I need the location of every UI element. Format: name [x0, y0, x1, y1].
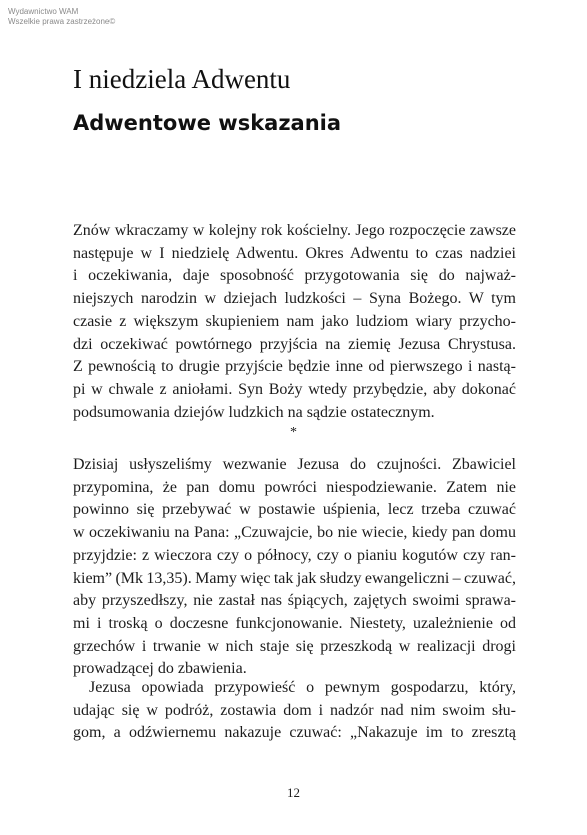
text-line: prowadzącej do zbawienia. [73, 660, 247, 678]
paragraph-2 [73, 454, 516, 681]
text-line: Znów wkraczamy w kolejny rok kościelny. Jego rozpoczęcie zawsze [73, 222, 516, 239]
page-number: 12 [287, 785, 300, 800]
watermark-rights: Wszelkie prawa zastrzeżone© [8, 17, 116, 26]
text-line: czasie z większym skupieniem nam jako ludziom wiary przycho- [73, 312, 516, 330]
text-line: powinno się przebywać w postawie uśpienia, lecz trzeba czuwać [73, 501, 516, 519]
text-line: Jezusa opowiada przypowieść o pewnym gospodarzu, który, [89, 679, 516, 696]
paragraph-3 [73, 677, 516, 745]
text-line: dzi oczekiwać powtórnego przyjścia na ziemię Jezusa Chrystusa. [73, 335, 516, 353]
text-line: kiem” (Mk 13,35). Mamy więc tak jak słudzy ewangeliczni – czuwać, [73, 569, 516, 587]
text-line: mi i troską o doczesne funkcjonowanie. Niestety, uzależnienie od [73, 614, 516, 632]
section-subtitle: Adwentowe wskazania [73, 111, 342, 135]
text-line: grzechów i trwanie w nich staje się przeszkodą w realizacji drogi [73, 637, 516, 655]
text-line: udając się w podróż, zostawia dom i nadzór nad nim swoim słu- [73, 701, 516, 719]
text-line: aby przyszedłszy, nie zastał nas śpiących, zajętych swoimi sprawa- [73, 592, 516, 610]
text-line: w oczekiwaniu na Pana: „Czuwajcie, bo nie wiecie, kiedy pan domu [73, 524, 516, 542]
paragraph-1 [73, 220, 516, 424]
watermark-publisher: Wydawnictwo WAM [8, 7, 79, 16]
text-line: i oczekiwania, daje sposobność przygotowania się do najważ- [73, 267, 516, 285]
text-line: pi w chwale z aniołami. Syn Boży wtedy przybędzie, aby dokonać [73, 380, 516, 398]
chapter-title: I niedziela Adwentu [73, 64, 291, 94]
text-line: Z pewnością to drugie przyjście będzie inne od pierwszego i nastą- [73, 358, 516, 376]
text-line: Dzisiaj usłyszeliśmy wezwanie Jezusa do czujności. Zbawiciel [73, 456, 516, 473]
publisher-watermark [8, 7, 115, 27]
text-line: niejszych narodzin w dziejach ludzkości – Syna Bożego. W tym [73, 290, 516, 308]
text-line: podsumowania dziejów ludzkich na sądzie ostatecznym. [73, 403, 435, 421]
text-line: gom, a odźwiernemu nakazuje czuwać: „Nakazuje im to zresztą [73, 724, 516, 742]
text-line: następuje w I niedzielę Adwentu. Okres Adwentu to czas nadziei [73, 244, 516, 262]
text-line: przyjdzie: z wieczora czy o północy, czy o pianiu kogutów czy ran- [73, 546, 516, 564]
text-line: przypomina, że pan domu powróci niespodziewanie. Zatem nie [73, 478, 516, 496]
section-separator: * [290, 425, 297, 440]
